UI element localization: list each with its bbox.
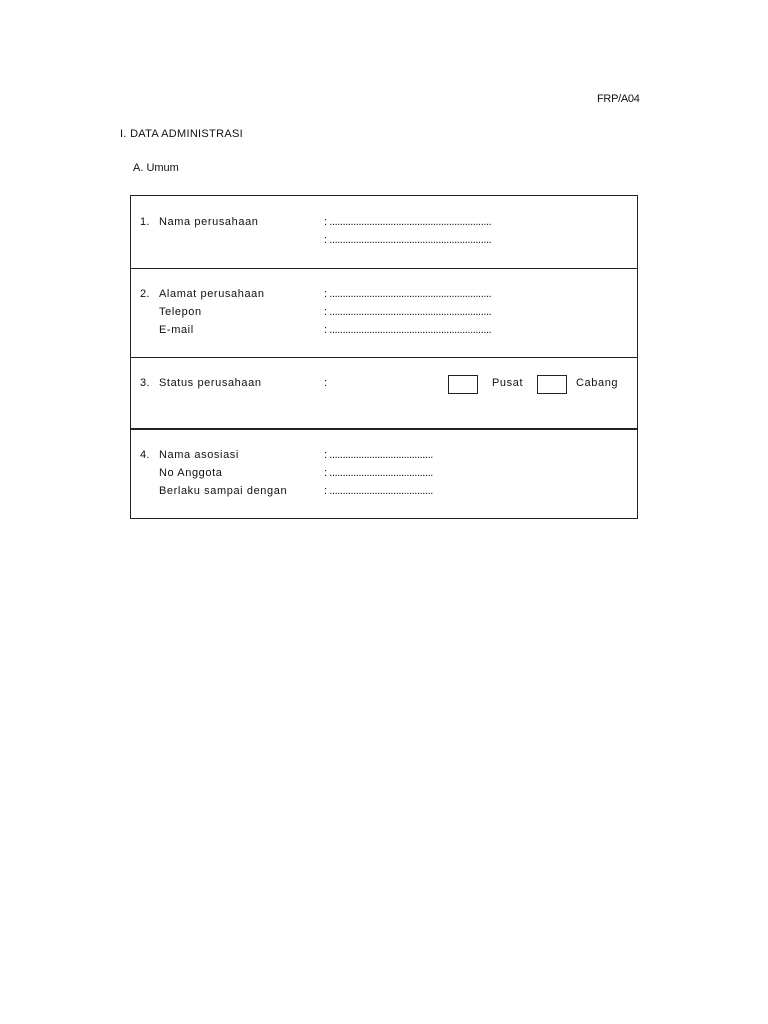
- option-label-pusat: Pusat: [492, 377, 524, 389]
- field-label-nama-perusahaan: Nama perusahaan: [159, 216, 259, 228]
- subsection-title: A. Umum: [133, 162, 179, 174]
- row-divider: [131, 357, 637, 358]
- row-divider: [131, 268, 637, 269]
- option-label-cabang: Cabang: [576, 377, 619, 389]
- cabang-checkbox[interactable]: [537, 375, 567, 394]
- field-label-asosiasi: Nama asosiasi: [159, 449, 239, 461]
- field-label-email: E-mail: [159, 324, 194, 336]
- field-value-berlaku[interactable]: : .......................................: [324, 485, 433, 497]
- field-label-alamat: Alamat perusahaan: [159, 288, 265, 300]
- field-value-nama-perusahaan[interactable]: : .............................................................: [324, 216, 492, 228]
- field-value-telepon[interactable]: : .............................................................: [324, 306, 492, 318]
- form-code: FRP/A04: [597, 93, 640, 105]
- field-colon: :: [324, 377, 328, 389]
- field-label-telepon: Telepon: [159, 306, 202, 318]
- row-number: 1.: [140, 216, 150, 228]
- row-number: 3.: [140, 377, 150, 389]
- form-table: [130, 195, 638, 519]
- field-value-asosiasi[interactable]: : .......................................: [324, 449, 433, 461]
- pusat-checkbox[interactable]: [448, 375, 478, 394]
- field-value-email[interactable]: : .............................................................: [324, 324, 492, 336]
- row-number: 2.: [140, 288, 150, 300]
- field-label-no-anggota: No Anggota: [159, 467, 223, 479]
- field-value-alamat[interactable]: : .............................................................: [324, 288, 492, 300]
- field-label-status: Status perusahaan: [159, 377, 262, 389]
- field-label-berlaku: Berlaku sampai dengan: [159, 485, 288, 497]
- field-value-nama-perusahaan-2[interactable]: : .............................................................: [324, 234, 492, 246]
- field-value-no-anggota[interactable]: : .......................................: [324, 467, 433, 479]
- section-title: I. DATA ADMINISTRASI: [120, 128, 243, 140]
- row-divider: [131, 428, 637, 430]
- row-number: 4.: [140, 449, 150, 461]
